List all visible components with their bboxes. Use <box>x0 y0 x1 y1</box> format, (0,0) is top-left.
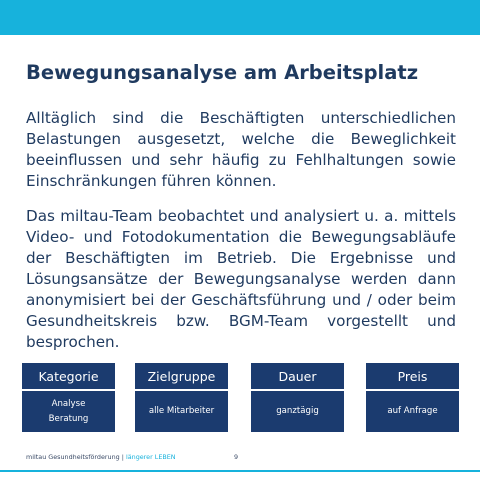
value-kategorie: Analyse Beratung <box>22 391 115 432</box>
header-dauer: Dauer <box>251 363 344 389</box>
footer-credit <box>26 453 176 461</box>
page-number: 9 <box>234 453 239 461</box>
top-accent-bar <box>0 0 480 35</box>
value-preis: auf Anfrage <box>366 391 459 432</box>
footer-brand: längerer LEBEN <box>125 453 176 461</box>
header-zielgruppe: Zielgruppe <box>135 363 228 389</box>
bottom-accent-line <box>0 470 480 472</box>
intro-paragraph: Alltäglich sind die Beschäftigten unterschiedlichen Belastungen ausgesetzt, welche die Beweglichkeit beeinflussen und sehr häufig zu Fehlhaltungen sowie Einschränkungen führen können. <box>26 109 456 190</box>
footer-separator: | <box>121 453 124 461</box>
value-zielgruppe: alle Mitarbeiter <box>135 391 228 432</box>
header-preis: Preis <box>366 363 459 389</box>
page-title: Bewegungsanalyse am Arbeitsplatz <box>26 61 419 84</box>
footer-company: miltau Gesundheitsförderung <box>26 453 120 461</box>
value-dauer: ganztägig <box>251 391 344 432</box>
header-kategorie: Kategorie <box>22 363 115 389</box>
description-paragraph: Das miltau-Team beobachtet und analysiert u. a. mittels Video- und Fotodokumentation die Bewegungsabläufe der Beschäftigten im Betrieb. Die Ergebnisse und Lösungsansätze der Bewegungsanalyse werden dann anonymisiert bei der Geschäftsführung und / oder beim Gesundheitskreis bzw. BGM-Team vorgestellt und besprochen. <box>26 207 456 351</box>
